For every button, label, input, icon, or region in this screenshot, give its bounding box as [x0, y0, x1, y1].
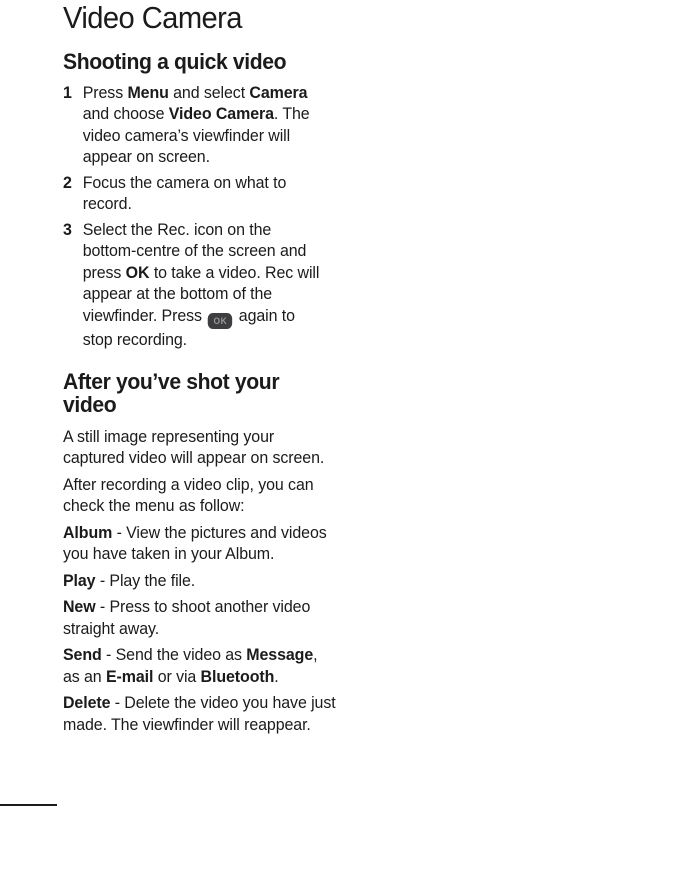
step-text: Select the Rec. icon on the bottom-centre of the screen and press OK to take a video. Rec will appear at the bottom of the viewfinder. Press OK again to stop recording. [82, 219, 320, 350]
step-text: Focus the camera on what to record. [82, 172, 287, 213]
paragraph-album: Album - View the pictures and videos you have taken in your Album. [62, 522, 327, 564]
paragraph-new: New - Press to shoot another video straight away. [62, 597, 311, 638]
step-1 [63, 82, 331, 168]
section-after-youve-shot [63, 370, 686, 736]
step-number: 1 [62, 82, 72, 102]
ok-key-icon: OK [208, 313, 232, 329]
paragraph-delete: Delete - Delete the video you have just made. The viewfinder will reappear. [62, 693, 336, 734]
page-title: Video Camera [62, 0, 242, 35]
step-number: 3 [62, 219, 72, 239]
section-heading-after: After you’ve shot your video [62, 368, 280, 418]
page-footer-rule [0, 804, 57, 806]
section-shooting-a-quick-video [63, 50, 686, 351]
paragraph-after-recording: After recording a video clip, you can check the menu as follow: [62, 474, 314, 516]
step-number: 2 [62, 172, 72, 192]
step-2 [63, 172, 331, 215]
paragraph-play: Play - Play the file. [62, 570, 196, 590]
paragraph-still-image: A still image representing your captured video will appear on screen. [62, 426, 325, 468]
step-3 [63, 219, 331, 351]
paragraph-send: Send - Send the video as Message, as an E-mail or via Bluetooth. [62, 645, 318, 686]
section-heading-shooting: Shooting a quick video [62, 49, 287, 74]
step-text: Press Menu and select Camera and choose Video Camera. The video camera’s viewfinder will appear on screen. [82, 82, 310, 166]
steps-list [63, 82, 331, 351]
